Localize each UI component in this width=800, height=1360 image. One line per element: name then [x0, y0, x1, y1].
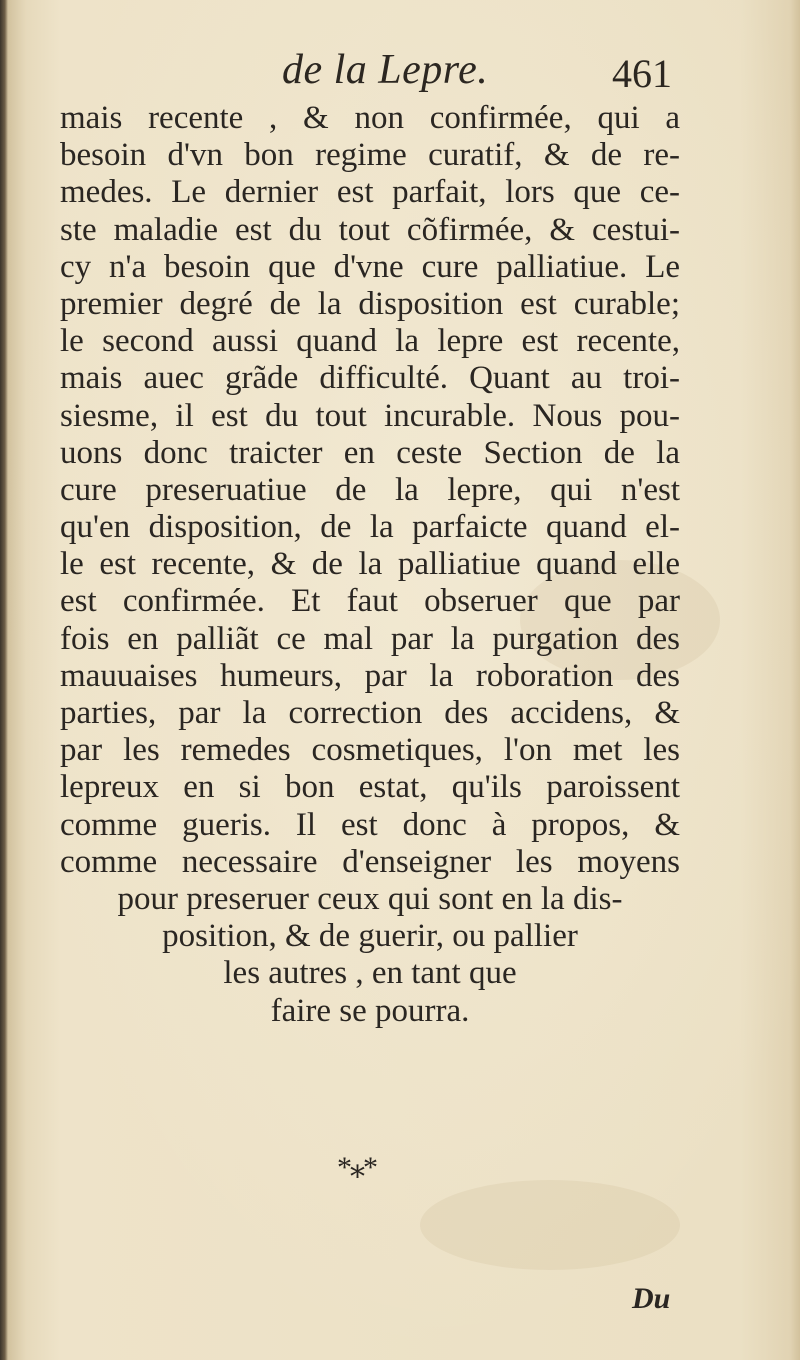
text-line: comme gueris. Il est donc à propos, &: [60, 806, 680, 843]
text-line: premier degré de la disposition est curable;: [60, 285, 680, 322]
text-line: comme necessaire d'enseigner les moyens: [60, 843, 680, 880]
asterism-ornament: *⁎*: [337, 1151, 376, 1184]
text-line: les autres , en tant que: [223, 955, 517, 992]
text-line: est confirmée. Et faut obseruer que par: [60, 583, 680, 620]
text-line: uons donc traicter en ceste Section de la: [60, 434, 680, 471]
text-line: lepreux en si bon estat, qu'ils paroissent: [60, 769, 680, 806]
text-line: mauuaises humeurs, par la roboration des: [60, 657, 680, 694]
text-line: besoin d'vn bon regime curatif, & de re-: [60, 137, 680, 174]
page-number: 461: [612, 51, 672, 96]
text-line: mais auec grãde difficulté. Quant au troi-: [60, 360, 680, 397]
text-line: medes. Le dernier est parfait, lors que ce-: [60, 174, 680, 211]
text-line: le second aussi quand la lepre est recente,: [60, 323, 680, 360]
text-line: fois en palliãt ce mal par la purgation des: [60, 620, 680, 657]
running-title: de la Lepre.: [282, 47, 489, 93]
text-line: pour preseruer ceux qui sont en la dis-: [117, 880, 623, 917]
text-line: position, & de guerir, ou pallier: [162, 918, 578, 955]
binding-edge: [0, 0, 8, 1360]
text-line: le est recente, & de la palliatiue quand elle: [60, 546, 680, 583]
page-header: [0, 44, 800, 104]
text-line: par les remedes cosmetiques, l'on met les: [60, 732, 680, 769]
paper-stain: [420, 1180, 680, 1270]
body-text: [60, 100, 680, 1030]
text-line: cy n'a besoin que d'vne cure palliatiue. Le: [60, 248, 680, 285]
text-line: mais recente , & non confirmée, qui a: [60, 100, 680, 136]
text-line: qu'en disposition, de la parfaicte quand el-: [60, 509, 680, 546]
text-line: parties, par la correction des accidens, &: [60, 695, 680, 731]
text-line: ste maladie est du tout cõfirmée, & cestui-: [60, 211, 680, 248]
catchword: Du: [632, 1282, 671, 1315]
text-line: siesme, il est du tout incurable. Nous pou-: [60, 397, 680, 434]
text-line: cure preseruatiue de la lepre, qui n'est: [60, 471, 680, 508]
text-line: faire se pourra.: [270, 992, 470, 1029]
